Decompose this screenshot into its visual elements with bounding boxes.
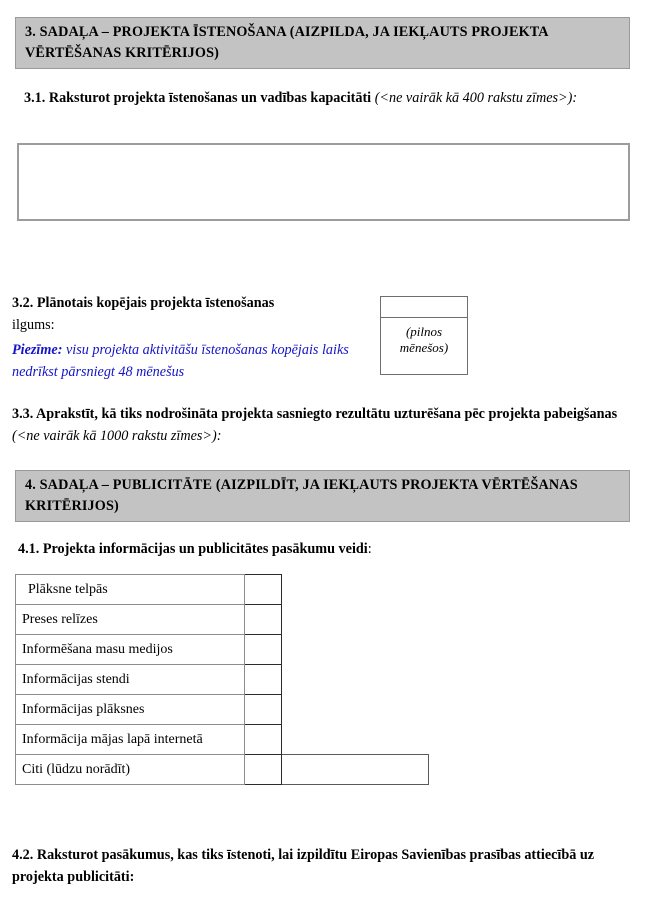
measure-checkbox-cell[interactable] [245,575,282,605]
measure-label: Informēšana masu medijos [16,635,245,665]
measure-checkbox-cell[interactable] [245,635,282,665]
item-3-2-label-rest: ilgums: [12,316,55,333]
table-row [16,605,429,635]
item-3-1-hint: (<ne vairāk kā 400 rakstu zīmes>): [374,90,578,106]
item-3-3-hint: (<ne vairāk kā 1000 rakstu zīmes>): [12,427,222,444]
spacer-cell [282,575,429,605]
measure-label: Informācijas stendi [16,665,245,695]
measure-checkbox-cell[interactable] [245,605,282,635]
item-3-2-note [12,340,372,383]
table-row [16,575,429,605]
duration-input-cell[interactable] [381,297,467,318]
item-3-2-duration-box [380,296,468,375]
table-row [16,695,429,725]
item-3-2-block [12,293,372,383]
note-text: visu projekta aktivitāšu īstenošanas kopējais laiks nedrīkst pārsniegt 48 mēnešus [12,342,349,380]
measure-label: Citi (lūdzu norādīt) [16,755,245,785]
table-row [16,665,429,695]
duration-unit-caption: (pilnos mēnešos) [399,324,449,355]
note-label: Piezīme: [12,342,63,358]
item-4-2-label: 4.2. Raksturot pasākumus, kas tiks īstenoti, lai izpildītu Eiropas Savienības prasības attiecībā uz projekta publicitāti: [12,847,595,885]
section-4-heading: 4. SADAĻA – PUBLICITĀTE (AIZPILDĪT, JA IEKĻAUTS PROJEKTA VĒRTĒŠANAS KRITĒRIJOS) [15,470,630,522]
publicity-table-body [16,575,429,785]
item-3-3-block [12,404,630,447]
table-row [16,725,429,755]
publicity-measures-table [15,574,429,785]
spacer-cell [282,695,429,725]
spacer-cell [282,635,429,665]
item-3-1-block [18,88,628,110]
item-3-2-label-bold: 3.2. Plānotais kopējais projekta īstenošanas [12,295,275,311]
measure-label: Informācija mājas lapā internetā [16,725,245,755]
measure-checkbox-cell[interactable] [245,755,282,785]
table-row [16,755,429,785]
measure-label: Plāksne telpās [16,575,245,605]
item-4-2-block [12,845,630,888]
table-row [16,635,429,665]
spacer-cell [282,605,429,635]
measure-checkbox-cell[interactable] [245,725,282,755]
item-4-1-block [18,539,618,561]
measure-specify-input[interactable] [282,755,429,785]
item-3-3-label: 3.3. Aprakstīt, kā tiks nodrošināta projekta sasniegto rezultātu uzturēšana pēc projekta pabeigšanas [12,406,618,422]
item-4-1-label-suffix: : [367,541,372,557]
spacer-cell [282,665,429,695]
measure-label: Preses relīzes [16,605,245,635]
item-4-1-label: 4.1. Projekta informācijas un publicitātes pasākumu veidi [18,541,368,557]
measure-label: Informācijas plāksnes [16,695,245,725]
measure-checkbox-cell[interactable] [245,665,282,695]
item-3-1-label: 3.1. Raksturot projekta īstenošanas un vadības kapacitāti [24,90,375,106]
item-3-1-answer-box[interactable] [17,143,630,221]
measure-checkbox-cell[interactable] [245,695,282,725]
section-3-heading: 3. SADAĻA – PROJEKTA ĪSTENOŠANA (AIZPILDA, JA IEKĻAUTS PROJEKTA VĒRTĒŠANAS KRITĒRIJOS) [15,17,630,69]
spacer-cell [282,725,429,755]
